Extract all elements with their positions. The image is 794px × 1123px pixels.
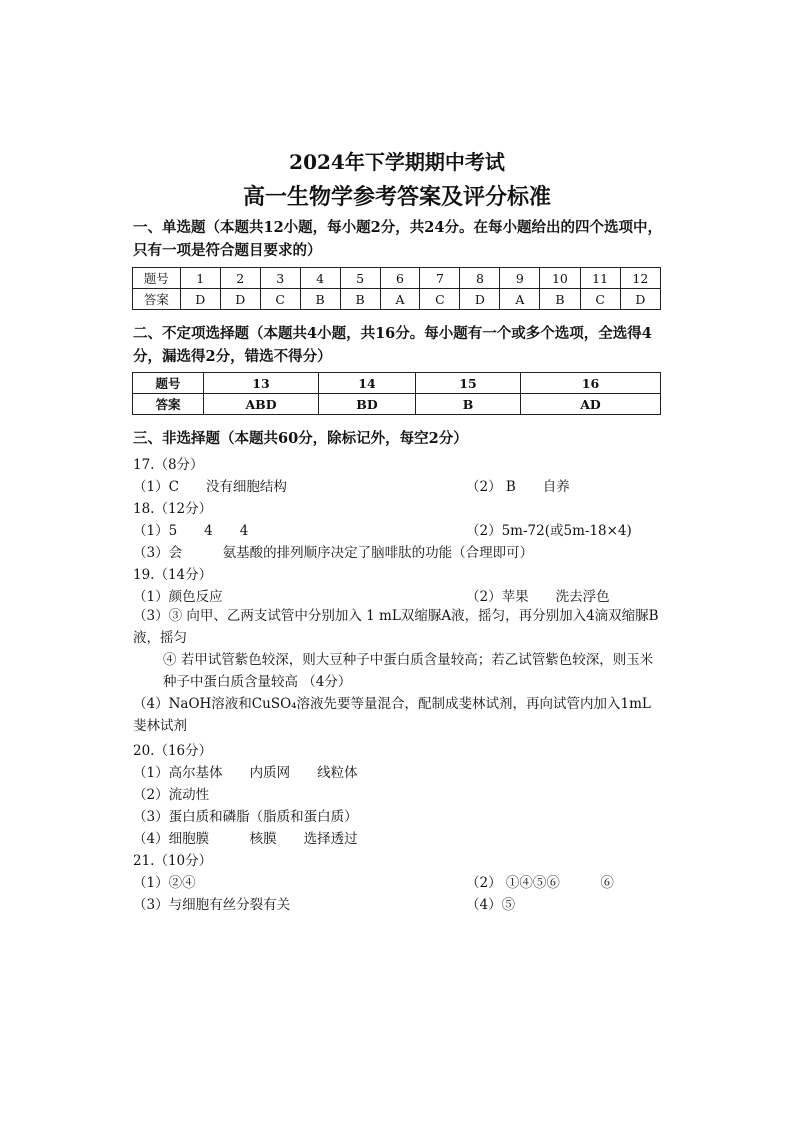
q21-answer-line-2	[133, 893, 516, 913]
q17-answer-line	[133, 475, 570, 495]
question-number: 2	[220, 268, 260, 289]
answer-cell: BD	[319, 394, 416, 415]
section3-heading: 三、非选择题（本题共60分，除标记外，每空2分）	[133, 430, 468, 447]
section2-heading: 二、不定项选择题（本题共4小题，共16分。每小题有一个或多个选项，全选得4分，漏选得2分，错选不得分）	[133, 325, 652, 365]
table-row	[133, 373, 661, 394]
q20-part3: （3）蛋白质和磷脂（脂质和蛋白质）	[133, 809, 358, 825]
question-number-label: 题号	[133, 373, 204, 394]
section1-answer-table	[132, 267, 661, 310]
answer-cell: B	[340, 289, 380, 310]
question-number: 4	[300, 268, 340, 289]
answer-cell: B	[300, 289, 340, 310]
q21-answer-line-1	[133, 871, 614, 891]
q17-part2: （2） B 自养	[466, 479, 570, 495]
q18-answer-line	[133, 519, 632, 539]
question-number: 12	[620, 268, 660, 289]
q19-part2: （2）苹果 洗去浮色	[466, 589, 610, 605]
q21-part4: （4）⑤	[466, 897, 516, 913]
q21-heading: 21.（10分）	[133, 853, 213, 869]
answer-cell: C	[420, 289, 460, 310]
question-number: 16	[521, 373, 661, 394]
question-number: 8	[460, 268, 500, 289]
answer-cell: C	[260, 289, 300, 310]
answer-cell: B	[416, 394, 521, 415]
q21-part3: （3）与细胞有丝分裂有关	[133, 897, 291, 913]
question-number: 7	[420, 268, 460, 289]
table-row	[133, 289, 661, 310]
q19-part3-cont: ④ 若甲试管紫色较深，则大豆种子中蛋白质含量较高；若乙试管紫色较深，则玉米种子中蛋白质含量较高 （4分）	[163, 652, 654, 690]
q18-heading: 18.（12分）	[133, 501, 213, 517]
q18-part3: （3）会 氨基酸的排列顺序决定了脑啡肽的功能（合理即可）	[133, 545, 534, 561]
exam-title: 2024年下学期期中考试	[289, 150, 505, 174]
section2-answer-table	[132, 372, 661, 415]
question-number: 9	[500, 268, 540, 289]
table-row	[133, 394, 661, 415]
question-number: 14	[319, 373, 416, 394]
q17-heading: 17.（8分）	[133, 457, 204, 473]
q20-part2: （2）流动性	[133, 787, 210, 803]
question-number: 15	[416, 373, 521, 394]
question-number: 10	[540, 268, 580, 289]
answer-label: 答案	[133, 289, 181, 310]
section1-heading: 一、单选题（本题共12小题，每小题2分，共24分。在每小题给出的四个选项中，只有一项是符合题目要求的）	[133, 219, 662, 259]
answer-label: 答案	[133, 394, 204, 415]
answer-cell: D	[180, 289, 220, 310]
question-number: 13	[204, 373, 319, 394]
answer-cell: C	[580, 289, 620, 310]
answer-cell: AD	[521, 394, 661, 415]
q17-part1: （1）C 没有细胞结构	[133, 479, 287, 495]
question-number: 1	[180, 268, 220, 289]
answer-cell: A	[500, 289, 540, 310]
q19-part1: （1）颜色反应	[133, 589, 223, 605]
answer-cell: D	[460, 289, 500, 310]
question-number: 5	[340, 268, 380, 289]
q18-part2: （2）5m-72(或5m-18×4)	[466, 523, 632, 539]
answer-cell: D	[220, 289, 260, 310]
question-number-label: 题号	[133, 268, 181, 289]
q20-part1: （1）高尔基体 内质网 线粒体	[133, 765, 358, 781]
question-number: 11	[580, 268, 620, 289]
q18-part1: （1）5 4 4	[133, 523, 249, 539]
answer-cell: B	[540, 289, 580, 310]
q19-answer-line	[133, 585, 610, 605]
question-number: 6	[380, 268, 420, 289]
q19-part3: （3）③ 向甲、乙两支试管中分别加入 1 mL双缩脲A液，摇匀，再分别加入4滴双缩脲B液，摇匀	[133, 608, 659, 646]
table-row	[133, 268, 661, 289]
question-number: 3	[260, 268, 300, 289]
answer-cell: A	[380, 289, 420, 310]
q19-part4: （4）NaOH溶液和CuSO₄溶液先要等量混合，配制成斐林试剂，再向试管内加入1mL斐林试剂	[133, 696, 651, 734]
q21-part2: （2） ①④⑤⑥ ⑥	[466, 875, 614, 891]
exam-subtitle: 高一生物学参考答案及评分标准	[242, 184, 551, 210]
q20-heading: 20.（16分）	[133, 743, 213, 759]
q19-heading: 19.（14分）	[133, 567, 213, 583]
q20-part4: （4）细胞膜 核膜 选择透过	[133, 831, 358, 847]
answer-cell: ABD	[204, 394, 319, 415]
q21-part1: （1）②④	[133, 875, 196, 891]
answer-cell: D	[620, 289, 660, 310]
